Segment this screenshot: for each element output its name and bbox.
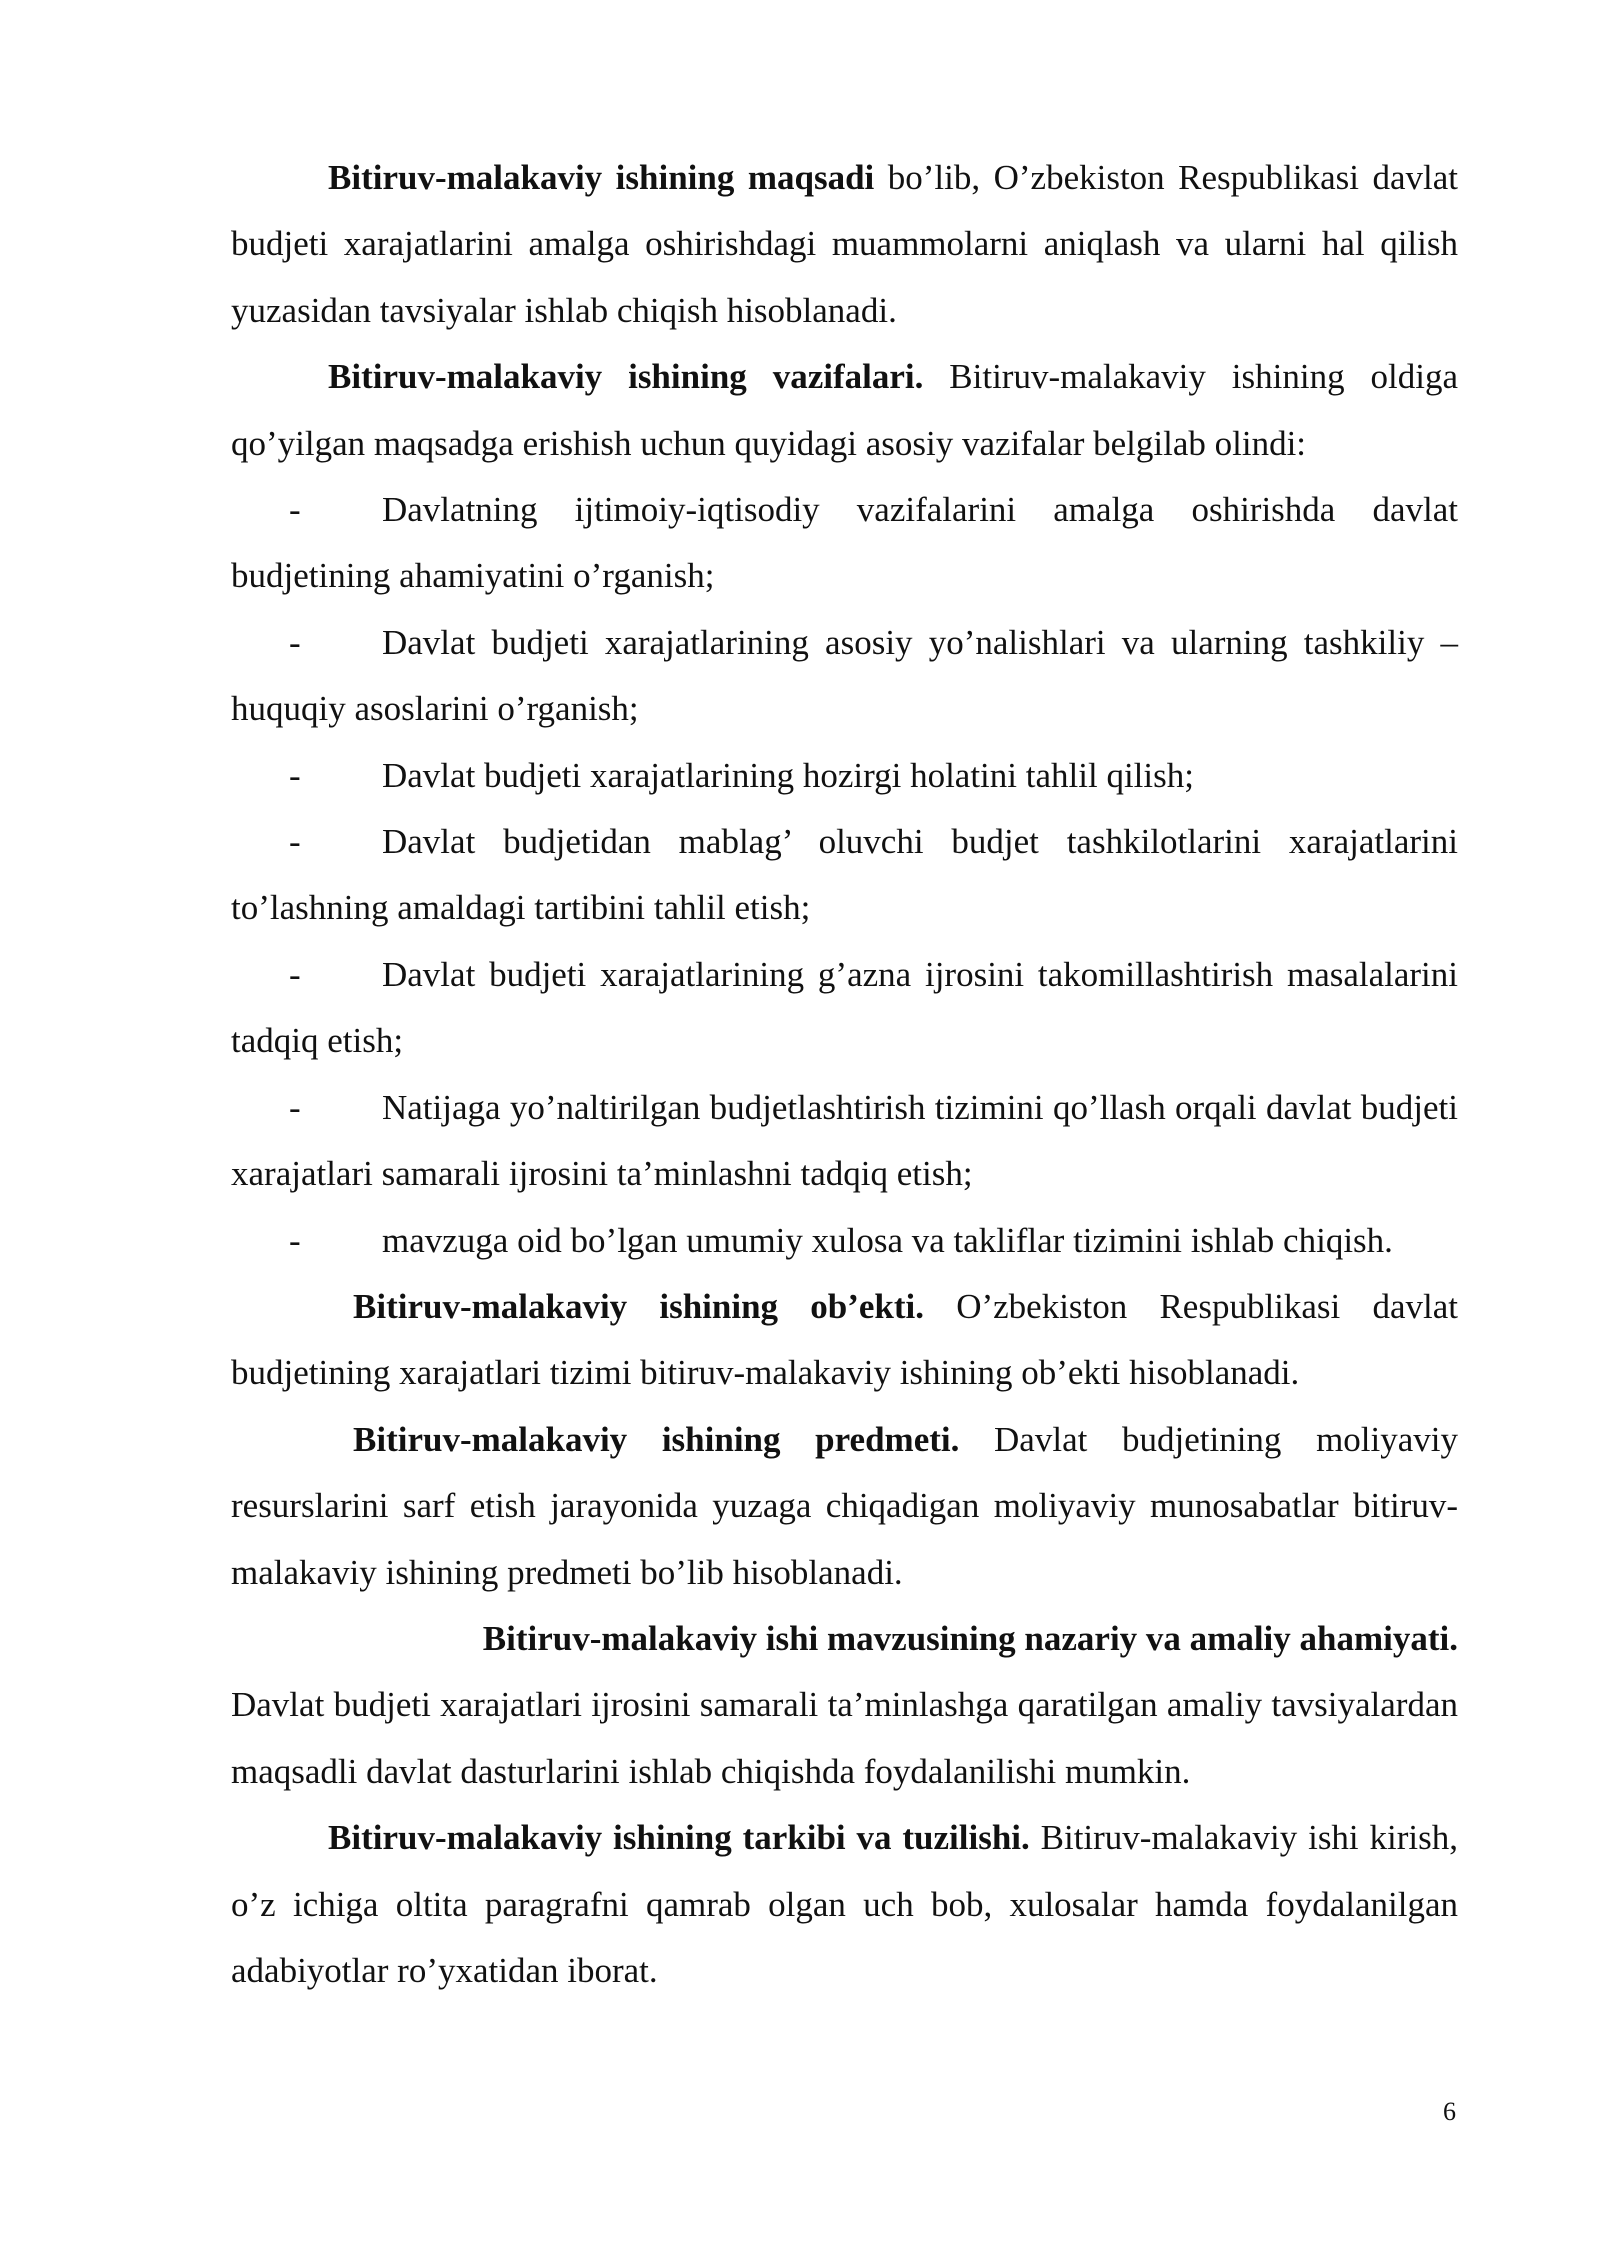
paragraph-purpose	[231, 145, 1458, 344]
significance-heading: Bitiruv-malakaviy ishi mavzusining nazariy va amaliy ahamiyati.	[482, 1618, 1458, 1658]
object-heading: Bitiruv-malakaviy ishining ob’ekti.	[353, 1286, 924, 1326]
list-item	[231, 1208, 1458, 1274]
page-content	[231, 145, 1458, 2004]
paragraph-object	[231, 1274, 1458, 1407]
list-item-text: Davlat budjeti xarajatlarining asosiy yo’nalishlari va ularning tashkiliy – huquqiy asoslarini o’rganish;	[231, 622, 1458, 729]
tasks-intro-text: Bitiruv-malakaviy ishining oldiga qo’yilgan maqsadga erishish uchun quyidagi asosiy vazifalar belgilab olindi:	[231, 357, 1458, 463]
list-item-text: Davlat budjetidan mablag’ oluvchi budjet tashkilotlarini xarajatlarini to’lashning amaldagi tartibini tahlil etish;	[231, 822, 1458, 928]
structure-heading: Bitiruv-malakaviy ishining tarkibi va tuzilishi.	[328, 1818, 1030, 1858]
list-item	[231, 1075, 1458, 1208]
list-item-text: Davlatning ijtimoiy-iqtisodiy vazifalarini amalga oshirishda davlat budjetining ahamiyatini o’rganish;	[231, 490, 1458, 596]
list-item	[231, 743, 1458, 809]
list-item-marker: -	[289, 954, 301, 994]
list-item-text: mavzuga oid bo’lgan umumiy xulosa va takliflar tizimini ishlab chiqish.	[382, 1220, 1393, 1260]
list-item-marker: -	[289, 622, 301, 662]
paragraph-subject	[231, 1407, 1458, 1606]
paragraph-tasks-intro	[231, 344, 1458, 477]
paragraph-structure	[231, 1805, 1458, 2004]
list-item	[231, 809, 1458, 942]
structure-text: Bitiruv-malakaviy ishi kirish, o’z ichiga oltita paragrafni qamrab olgan uch bob, xulosalar hamda foydalanilgan adabiyotlar ro’yxatidan iborat.	[231, 1818, 1458, 1990]
list-item	[231, 477, 1458, 610]
list-item-marker: -	[289, 490, 301, 530]
list-item-text: Davlat budjeti xarajatlarining hozirgi holatini tahlil qilish;	[382, 755, 1194, 795]
list-item-text: Davlat budjeti xarajatlarining g’azna ijrosini takomillashtirish masalalarini tadqiq etish;	[231, 954, 1458, 1061]
tasks-heading: Bitiruv-malakaviy ishining vazifalari.	[328, 357, 924, 397]
list-item-marker: -	[289, 755, 301, 795]
purpose-heading: Bitiruv-malakaviy ishining maqsadi	[328, 158, 875, 197]
list-item-marker: -	[289, 822, 301, 862]
list-item	[231, 942, 1458, 1075]
paragraph-significance	[231, 1672, 1458, 1805]
list-item-text: Natijaga yo’naltirilgan budjetlashtirish tizimini qo’llash orqali davlat budjeti xarajatlari samarali ijrosini ta’minlashni tadqiq etish;	[231, 1087, 1458, 1194]
page-number: 6	[1443, 2097, 1456, 2126]
list-item-marker: -	[289, 1087, 301, 1127]
list-item	[231, 610, 1458, 743]
list-item-marker: -	[289, 1220, 301, 1260]
subject-heading: Bitiruv-malakaviy ishining predmeti.	[353, 1419, 960, 1459]
subject-text: Davlat budjetining moliyaviy resurslarini sarf etish jarayonida yuzaga chiqadigan moliyaviy munosabatlar bitiruv-malakaviy ishining predmeti bo’lib hisoblanadi.	[231, 1419, 1458, 1592]
significance-heading-line	[231, 1606, 1458, 1672]
purpose-text: bo’lib, O’zbekiston Respublikasi davlat budjeti xarajatlarini amalga oshirishdagi muammolarni aniqlash va ularni hal qilish yuzasidan tavsiyalar ishlab chiqish hisoblanadi.	[231, 158, 1458, 330]
object-text: O’zbekiston Respublikasi davlat budjetining xarajatlari tizimi bitiruv-malakaviy ishining ob’ekti hisoblanadi.	[231, 1286, 1458, 1393]
significance-text: Davlat budjeti xarajatlari ijrosini samarali ta’minlashga qaratilgan amaliy tavsiyalardan maqsadli davlat dasturlarini ishlab chiqishda foydalanilishi mumkin.	[231, 1685, 1458, 1791]
